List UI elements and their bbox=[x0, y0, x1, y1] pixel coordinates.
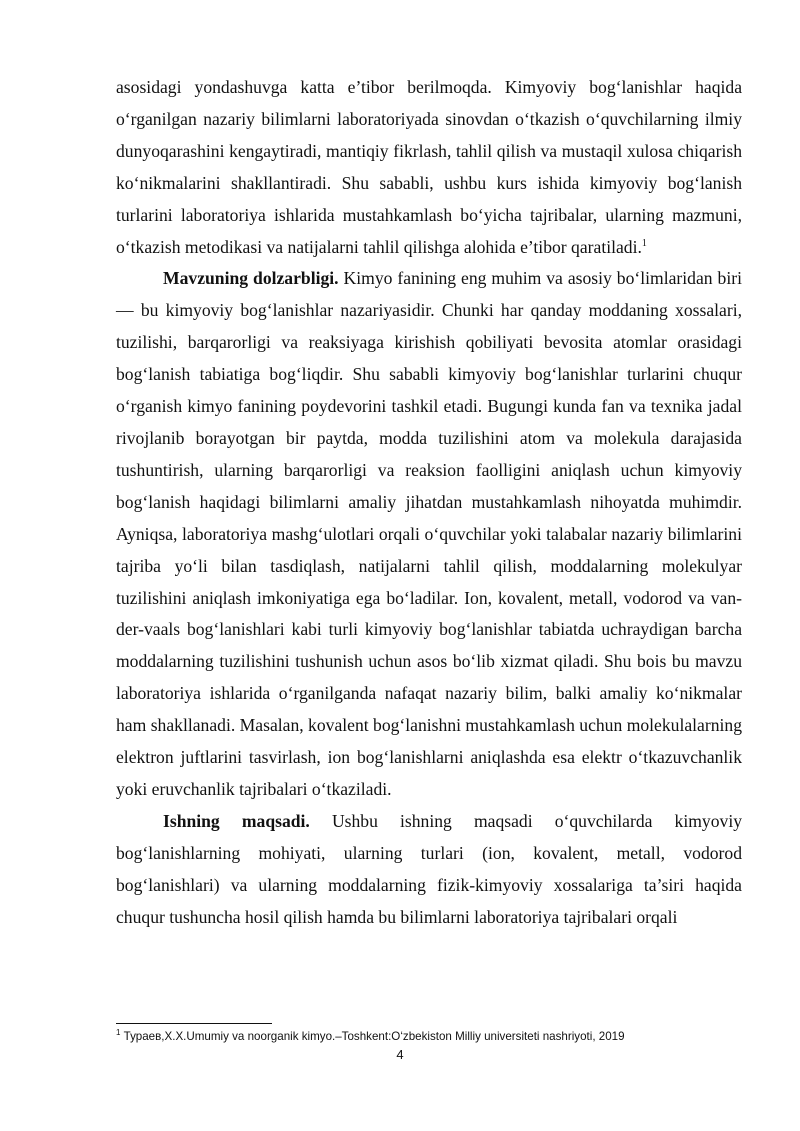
relevance-heading: Mavzuning dolzarbligi. bbox=[163, 268, 339, 289]
paragraph-intro bbox=[116, 72, 742, 263]
relevance-text: Kimyo fanining eng muhim va asosiy bo‘limlaridan biri — bu kimyoviy bog‘lanishlar nazariyasidir. Chunki har qanday moddaning xossalari, tuzilishi, barqarorligi va reaksiyaga kirishish qobiliyati bevosita atomlar orasidagi bog‘lanish tabiatiga bog‘liqdir. Shu sababli kimyoviy bog‘lanishlar turlarini chuqur o‘rganish kimyo fanining poydevorini tashkil etadi. Bugungi kunda fan va texnika jadal rivojlanib borayotgan bir paytda, modda tuzilishini atom va molekula darajasida tushuntirish, ularning barqarorligi va reaksion faolligini aniqlash uchun kimyoviy bog‘lanish haqidagi bilimlarni amaliy jihatdan mustahkamlash nihoyatda muhimdir. Ayniqsa, laboratoriya mashg‘ulotlari orqali o‘quvchilar yoki talabalar nazariy bilimlarini tajriba yo‘li bilan tasdiqlash, natijalarni tahlil qilish, moddalarning molekulyar tuzilishini aniqlash imkoniyatiga ega bo‘ladilar. Ion, kovalent, metall, vodorod va van-der-vaals bog‘lanishlari kabi turli kimyoviy bog‘lanishlar tabiatda uchraydigan barcha moddalarning tuzilishini tushunish uchun asos bo‘lib xizmat qiladi. Shu bois bu mavzu laboratoriya ishlarida o‘rganilganda nafaqat nazariy bilim, balki amaliy ko‘nikmalar ham shakllanadi. Masalan, kovalent bog‘lanishni mustahkamlash uchun molekulalarning elektron juftlarini tasvirlash, ion bog‘lanishlarni aniqlashda esa elektr o‘tkazuvchanlik yoki eruvchanlik tajribalari o‘tkaziladi. bbox=[116, 268, 742, 799]
footnote-separator bbox=[116, 1023, 272, 1024]
footnote bbox=[116, 1030, 756, 1044]
page-number: 4 bbox=[396, 1047, 404, 1062]
footnote-text: Тураев,Х.Х.Umumiy va noorganik kimyo.–Toshkent:O‘zbekiston Milliy universiteti nashriyoti, 2019 bbox=[120, 1030, 625, 1043]
goal-heading: Ishning maqsadi. bbox=[163, 810, 310, 831]
paragraph-intro-text: asosidagi yondashuvga katta e’tibor berilmoqda. Kimyoviy bog‘lanishlar haqida o‘rganilgan nazariy bilimlarni laboratoriyada sinovdan o‘tkazish o‘quvchilarning ilmiy dunyoqarashini kengaytiradi, mantiqiy fikrlash, tahlil qilish va mustaqil xulosa chiqarish ko‘nikmalarini shakllantiradi. Shu sababli, ushbu kurs ishida kimyoviy bog‘lanish turlarini laboratoriya ishlarida mustahkamlash bo‘yicha tajribalar, ularning mazmuni, o‘tkazish metodikasi va natijalarni tahlil qilishga alohida e’tibor qaratiladi. bbox=[116, 77, 742, 257]
goal-text: Ushbu ishning maqsadi o‘quvchilarda kimyoviy bog‘lanishlarning mohiyati, ularning turlari (ion, kovalent, metall, vodorod bog‘lanishlari) va ularning moddalarning fizik-kimyoviy xossalariga ta’siri haqida chuqur tushuncha hosil qilish hamda bu bilimlarni laboratoriya tajribalari orqali bbox=[116, 810, 742, 927]
footnote-reference[interactable]: 1 bbox=[641, 237, 647, 249]
paragraph-relevance bbox=[116, 263, 742, 805]
body-text bbox=[116, 72, 742, 933]
footnote-number: 1 bbox=[116, 1028, 121, 1038]
paragraph-goal bbox=[116, 806, 742, 934]
